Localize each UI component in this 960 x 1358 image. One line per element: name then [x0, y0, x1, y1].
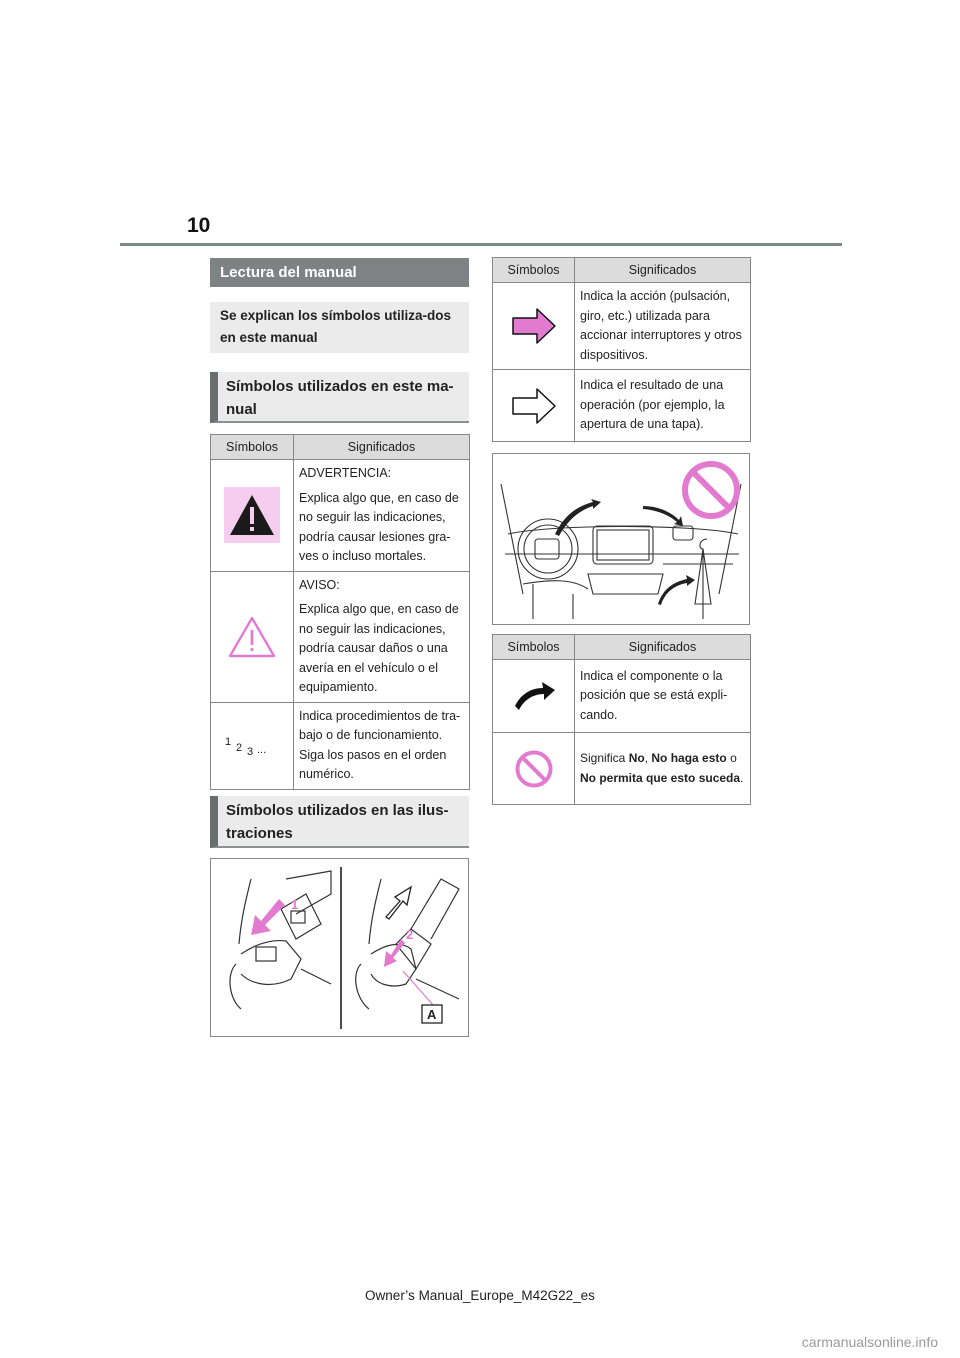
- meaning-text: Indica la acción (pulsación, giro, etc.) utilizada para accionar interruptores y otros dispositivos.: [580, 289, 742, 362]
- meaning-sep: ,: [644, 751, 652, 765]
- meaning-text-pre: Significa: [580, 751, 629, 765]
- svg-text:2: 2: [236, 741, 243, 754]
- label-aviso: AVISO:: [299, 577, 340, 592]
- steps-sequence-icon: [222, 733, 282, 759]
- meaning-bold-no: No: [628, 751, 645, 765]
- symbol-cell: [493, 370, 575, 442]
- table-header-row: [493, 635, 751, 660]
- meaning-sep: o: [726, 751, 737, 765]
- subhead-illustration-symbols: Símbolos utilizados en las ilus-traciones: [210, 796, 469, 848]
- col-header-symbols: Símbolos: [493, 258, 575, 283]
- symbol-cell: [211, 460, 294, 572]
- col-header-meanings: Significados: [575, 635, 751, 660]
- label-advertencia: ADVERTENCIA:: [299, 466, 392, 480]
- table-row: [493, 370, 751, 442]
- col-header-symbols: Símbolos: [493, 635, 575, 660]
- step1-label: 1: [291, 897, 299, 912]
- table-row: [493, 283, 751, 370]
- warning-triangle-filled-icon: [224, 487, 280, 543]
- symbol-cell: [211, 571, 294, 702]
- footer-text: Owner’s Manual_Europe_M42G22_es: [365, 1288, 595, 1303]
- meaning-text: Indica el resultado de una operación (por ejemplo, la apertura de una tapa).: [580, 378, 725, 432]
- svg-text:3: 3: [247, 745, 254, 758]
- warning-triangle-outline-icon: [227, 615, 277, 659]
- meaning-bold-no-haga: No haga esto: [651, 751, 727, 765]
- col-header-meanings: Significados: [575, 258, 751, 283]
- curved-pointer-arrow-icon: [511, 678, 557, 714]
- arrow-symbols-table: [492, 257, 751, 442]
- meaning-cell: [294, 460, 470, 572]
- watermark: carmanualsonline.info: [801, 1334, 938, 1350]
- dashboard-drawing: [493, 454, 749, 624]
- table-row: [211, 702, 470, 789]
- meaning-cell: [575, 660, 751, 733]
- meaning-cell: [294, 702, 470, 789]
- seatbelt-drawing: [211, 859, 468, 1036]
- table-row: [211, 571, 470, 702]
- table-row: [493, 660, 751, 733]
- symbol-cell: [493, 283, 575, 370]
- intro-text: Se explican los símbolos utiliza-dos en este manual: [210, 302, 469, 353]
- prohibition-icon: [514, 749, 554, 789]
- section-title: Lectura del manual: [210, 258, 469, 287]
- meaning-cell: [575, 283, 751, 370]
- meaning-cell: [294, 571, 470, 702]
- dashboard-illustration: [492, 453, 750, 625]
- table-header-row: [211, 435, 470, 460]
- component-symbols-table: [492, 634, 751, 805]
- svg-text:...: ...: [257, 743, 267, 756]
- callout-label: A: [427, 1007, 437, 1022]
- table-header-row: [493, 258, 751, 283]
- meaning-cell: [575, 733, 751, 805]
- meaning-text: Explica algo que, en caso de no seguir las indicaciones, podría causar daños o una avería en el vehículo o el equipamiento.: [299, 602, 459, 694]
- meaning-bold-no-permita: No permita que esto suceda: [580, 770, 741, 785]
- action-arrow-filled-icon: [511, 306, 557, 346]
- table-row: [493, 733, 751, 805]
- subhead-manual-symbols: Símbolos utilizados en este ma-nual: [210, 372, 469, 423]
- meaning-text: Indica procedimientos de tra-bajo o de funcionamiento. Siga los pasos en el orden numérico.: [299, 708, 461, 781]
- meaning-text: Indica el componente o la posición que se está expli-cando.: [580, 668, 728, 722]
- col-header-meanings: Significados: [294, 435, 470, 460]
- symbol-cell: [493, 733, 575, 805]
- meaning-cell: [575, 370, 751, 442]
- symbol-cell: [493, 660, 575, 733]
- symbol-cell: [211, 702, 294, 789]
- step2-label: 2: [406, 927, 414, 942]
- prohibition-sign: [685, 464, 737, 516]
- header-rule: [120, 243, 842, 246]
- svg-text:1: 1: [225, 735, 232, 748]
- seatbelt-illustration: [210, 858, 469, 1037]
- page-number: 10: [187, 214, 211, 237]
- meaning-end: .: [740, 770, 744, 785]
- manual-symbols-table: [210, 434, 470, 790]
- col-header-symbols: Símbolos: [211, 435, 294, 460]
- result-arrow-outline-icon: [511, 386, 557, 426]
- table-row: [211, 460, 470, 572]
- meaning-text: Explica algo que, en caso de no seguir las indicaciones, podría causar lesiones gra-ves o incluso mortales.: [299, 490, 459, 563]
